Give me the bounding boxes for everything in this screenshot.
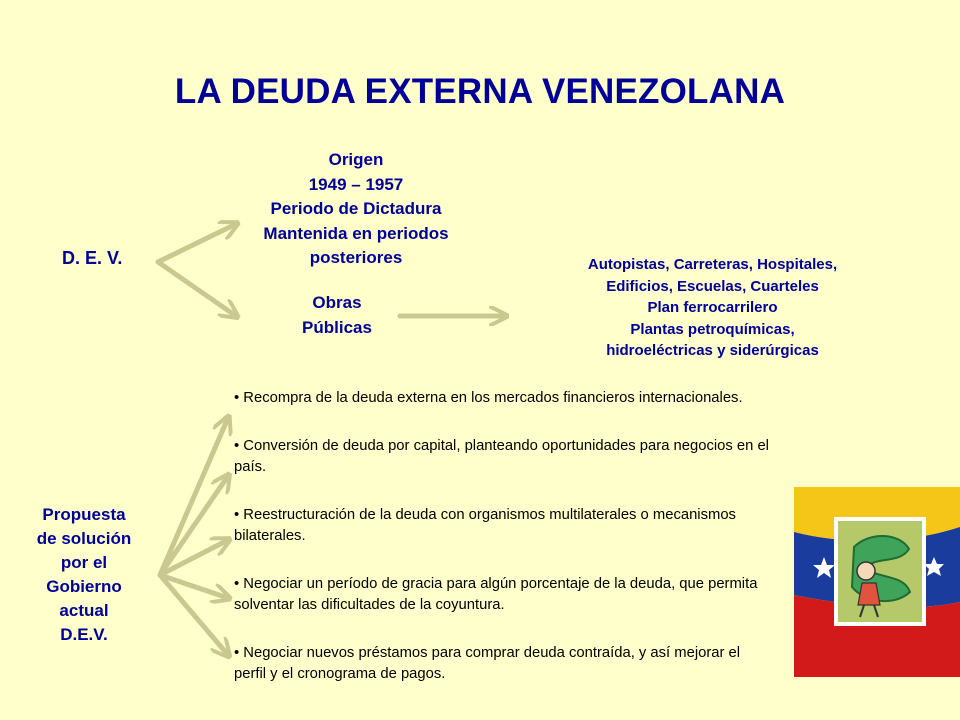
origen-maintained-line2: posteriores [309, 248, 403, 267]
origen-maintained-line1: Mantenida en periodos [263, 223, 449, 243]
measure-item: • Conversión de deuda por capital, planteando oportunidades para negocios en el país. [234, 437, 769, 475]
obras-result-line5: hidroeléctricas y siderúrgicas [606, 342, 819, 359]
propuesta-line4: Gobierno [46, 577, 122, 596]
origen-years: 1949 – 1957 [308, 174, 404, 194]
obras-result-line4: Plantas petroquímicas, [630, 320, 795, 338]
arrow-dev-to-obras [158, 262, 236, 316]
propuesta-line5: actual [59, 601, 109, 620]
measure-item: • Negociar un período de gracia para algún porcentaje de la deuda, que permita solventar las dificultades de la coyuntura. [234, 575, 758, 613]
obras-line2: Públicas [302, 317, 372, 337]
propuesta-line6: D.E.V. [60, 625, 108, 644]
arrow-dev-to-origen [158, 224, 236, 262]
origen-heading: Origen [328, 150, 384, 169]
measure-item: • Negociar nuevos préstamos para comprar deuda contraída, y así mejorar el perfil y el cronograma de pagos. [234, 644, 741, 682]
venezuela-flag-debt-illustration [794, 487, 960, 677]
arrow-propuesta-to-measure-1 [160, 418, 228, 575]
measure-item: • Recompra de la deuda externa en los mercados financieros internacionales. [234, 390, 743, 406]
obras-result-line1: Autopistas, Carreteras, Hospitales, [587, 256, 838, 273]
propuesta-line3: por el [60, 553, 108, 572]
slide-title: LA DEUDA EXTERNA VENEZOLANA [174, 72, 786, 111]
obras-result-line3: Plan ferrocarrilero [647, 299, 778, 316]
obras-line1: Obras [312, 293, 362, 312]
dev-label: D. E. V. [62, 248, 123, 268]
measure-item: • Reestructuración de la deuda con organismos multilaterales o mecanismos bilaterales. [234, 506, 736, 544]
origen-period: Periodo de Dictadura [270, 199, 442, 218]
obras-result-line2: Edificios, Escuelas, Cuarteles [606, 277, 819, 295]
propuesta-line2: de solución [36, 529, 132, 548]
propuesta-line1: Propuesta [42, 505, 126, 524]
